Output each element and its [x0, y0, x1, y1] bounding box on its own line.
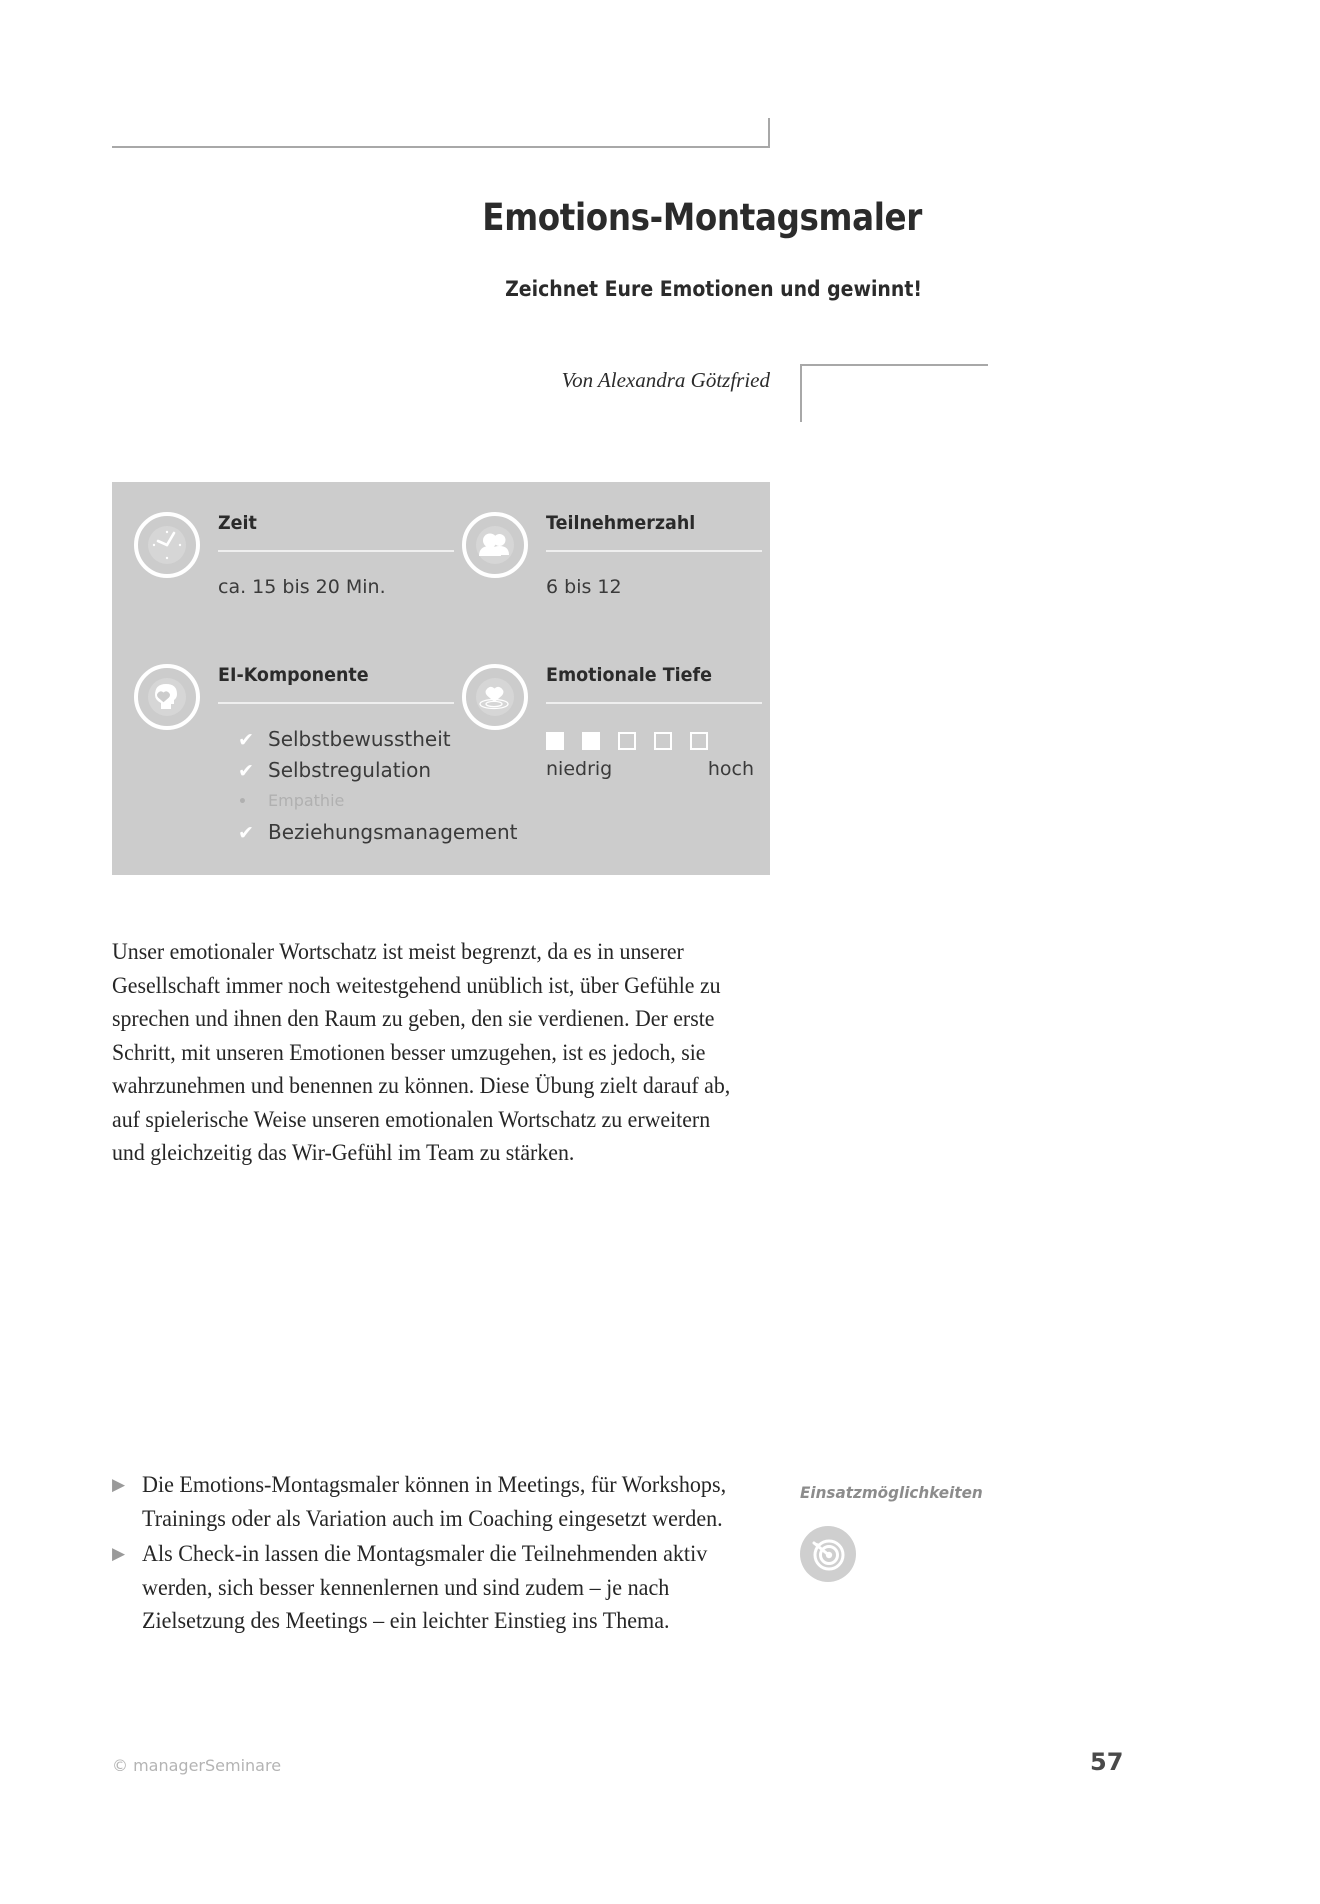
info-cell-underline	[218, 550, 454, 552]
check-icon: ✔	[238, 822, 254, 844]
info-cell-zeit	[134, 512, 454, 598]
info-cell-value: ca. 15 bis 20 Min.	[218, 576, 386, 598]
depth-scale-box-3	[618, 732, 636, 750]
ei-component-label: Beziehungsmanagement	[268, 820, 518, 844]
info-cell-title: Teilnehmerzahl	[546, 512, 696, 534]
list-item	[112, 1537, 782, 1638]
margin-note-label: Einsatzmöglichkeiten	[800, 1483, 983, 1502]
depth-scale-low-label: niedrig	[546, 758, 613, 780]
byline-frame-top	[800, 364, 988, 366]
info-cell-underline	[218, 702, 454, 704]
depth-scale-box-5	[690, 732, 708, 750]
info-cell-underline	[546, 702, 762, 704]
page-subtitle: Zeichnet Eure Emotionen und gewinnt!	[505, 277, 922, 301]
info-box	[112, 482, 770, 875]
target-dartboard-icon	[800, 1526, 856, 1582]
depth-scale-box-1	[546, 732, 564, 750]
ei-component-item	[238, 786, 454, 817]
depth-scale	[546, 732, 762, 750]
people-icon	[462, 512, 528, 578]
ei-component-label: Selbstregulation	[268, 758, 432, 782]
ei-component-list	[238, 724, 518, 848]
info-cell-teilnehmerzahl	[462, 512, 762, 598]
info-cell-title: Zeit	[218, 512, 257, 534]
page-title: Emotions-Montagsmaler	[482, 196, 922, 239]
info-cell-emotionale-tiefe	[462, 664, 762, 780]
body-column	[112, 935, 772, 1170]
ei-component-item	[238, 724, 454, 755]
header-rule	[112, 146, 770, 148]
check-icon: ✔	[238, 760, 254, 782]
heart-ripple-icon	[462, 664, 528, 730]
depth-scale-box-2	[582, 732, 600, 750]
check-icon: ✔	[238, 729, 254, 751]
dot-icon: •	[238, 794, 247, 810]
depth-scale-labels	[546, 758, 754, 780]
author-byline: Von Alexandra Götzfried	[561, 368, 770, 392]
copyright-notice: © managerSeminare	[112, 1756, 282, 1775]
header-rule-tick	[768, 118, 770, 148]
clock-icon	[134, 512, 200, 578]
usage-bullet-list	[112, 1468, 782, 1640]
margin-note	[800, 1483, 1060, 1582]
intro-paragraph: Unser emotionaler Wortschatz ist meist begrenzt, da es in unserer Gesellschaft immer noch weitestgehend unüblich ist, über Gefühle zu sprechen und ihnen den Raum zu geben, den sie verdienen. Der erste Schritt, mit unseren Emotionen besser umzugehen, ist es jedoch, sie wahrzunehmen und benennen zu können. Diese Übung zielt darauf ab, auf spielerische Weise unseren emotionalen Wortschatz zu erweitern und gleichzeitig das Wir-Gefühl im Team zu stärken.	[112, 939, 731, 1165]
info-cell-ei-komponente	[134, 664, 518, 864]
depth-scale-box-4	[654, 732, 672, 750]
depth-scale-high-label: hoch	[707, 758, 754, 780]
list-item-text: Die Emotions-Montagsmaler können in Meetings, für Workshops, Trainings oder als Variation auch im Coaching eingesetzt werden.	[142, 1472, 727, 1531]
info-cell-title: Emotionale Tiefe	[546, 664, 712, 686]
head-heart-icon	[134, 664, 200, 730]
info-cell-value: 6 bis 12	[546, 576, 622, 598]
ei-component-item	[238, 817, 518, 848]
info-cell-title: EI-Komponente	[218, 664, 369, 686]
ei-component-item	[238, 755, 454, 786]
triangle-bullet-icon: ▶	[112, 1475, 126, 1494]
triangle-bullet-icon: ▶	[112, 1544, 126, 1563]
ei-component-label: Selbstbewusstheit	[268, 727, 451, 751]
byline-frame-left	[800, 364, 802, 422]
info-cell-underline	[546, 550, 762, 552]
list-item-text: Als Check-in lassen die Montagsmaler die Teilnehmenden aktiv werden, sich besser kennenlernen und sind zudem – je nach Zielsetzung des Meetings – ein leichter Einstieg ins Thema.	[142, 1541, 708, 1633]
ei-component-label: Empathie	[268, 791, 345, 810]
page-number: 57	[1090, 1748, 1124, 1776]
list-item	[112, 1468, 782, 1535]
